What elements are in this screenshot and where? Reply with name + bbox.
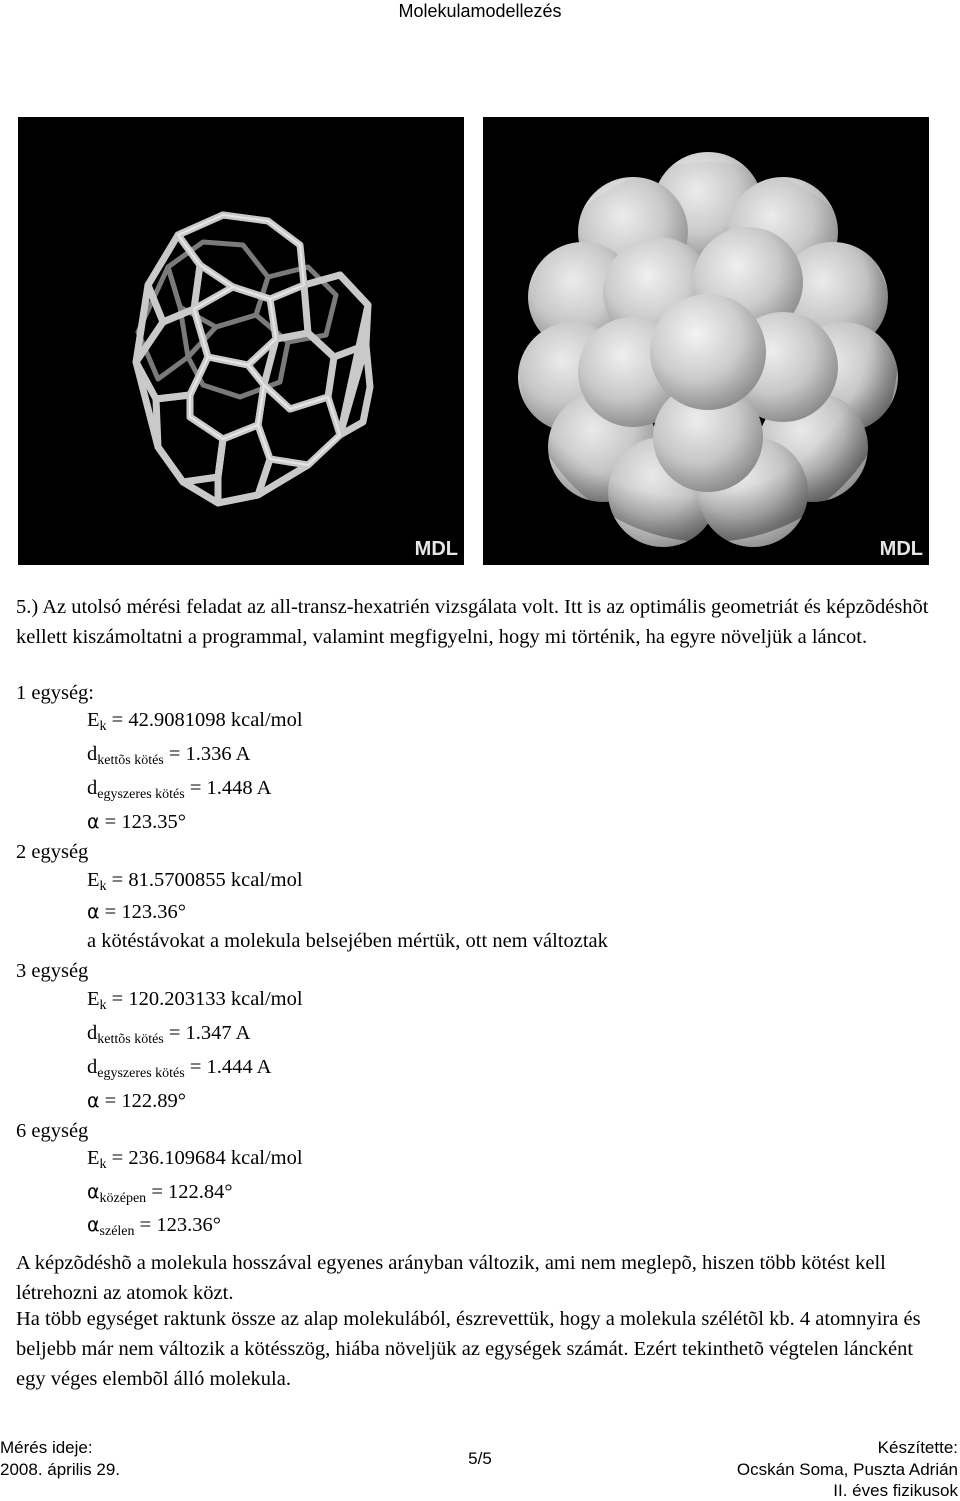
footer-date-value: 2008. április 29. (0, 1460, 121, 1479)
unit-6-angle-middle: $\alpha_{középen} = 122.84^\circ$ (87, 1181, 233, 1206)
unit-1-double-bond: $d_{kettõs kötés} = 1.336$ A (87, 743, 251, 768)
unit-3-angle: α = 122.89° (87, 1090, 186, 1112)
unit-6-heading: 6 egység (16, 1120, 89, 1142)
mdl-logo: MDL (879, 538, 923, 560)
intro-paragraph: 5.) Az utolsó mérési feladat az all-transz-hexatrién vizsgálata volt. Itt is az optimális geometriát és képzõdéshõt kellett kiszámoltatni a programmal, valamint megfigyelni, hogy mi történik, ha egyre növeljük a láncot. (16, 596, 929, 648)
unit-6-energy: $E_k = 236.109684$ kcal/mol (87, 1147, 303, 1172)
unit-1-energy: $E_k = 42.9081098$ kcal/mol (87, 709, 303, 734)
unit-2-note: a kötéstávokat a molekula belsejében mértük, ott nem változtak (87, 930, 608, 952)
page-number: 5/5 (468, 1449, 492, 1468)
unit-2-energy: $E_k = 81.5700855$ kcal/mol (87, 869, 303, 894)
unit-1-single-bond: $d_{egyszeres kötés} = 1.448$ A (87, 777, 272, 802)
unit-2-angle: α = 123.36° (87, 901, 186, 923)
unit-3-energy: $E_k = 120.203133$ kcal/mol (87, 988, 303, 1013)
mdl-logo: MDL (414, 538, 458, 560)
unit-6-angle-edge: $\alpha_{szélen} = 123.36^\circ$ (87, 1214, 221, 1239)
fullerene-space-filling-image (483, 117, 929, 565)
conclusion-paragraph-2: Ha több egységet raktunk össze az alap molekulából, észrevettük, hogy a molekula szélétõl kb. 4 atomnyira és beljebb már nem változik a kötésszög, hiába növeljük az egységek számát. Ezért tekinthetõ végtelen láncként egy véges elembõl álló molekula. (16, 1308, 921, 1390)
page-header-title: Molekulamodellezés (398, 1, 562, 21)
conclusion-paragraph-1: A képzõdéshõ a molekula hosszával egyenes arányban változik, ami nem meglepõ, hiszen több kötést kell létrehozni az atomok közt. (16, 1252, 886, 1304)
unit-3-heading: 3 egység (16, 960, 89, 982)
unit-3-single-bond: $d_{egyszeres kötés} = 1.444$ A (87, 1056, 272, 1081)
fullerene-wireframe-image (18, 117, 464, 565)
footer-author-label: Készítette: (877, 1438, 958, 1457)
footer-author-role: II. éves fizikusok (833, 1481, 958, 1500)
unit-1-heading: 1 egység: (16, 682, 94, 704)
unit-2-heading: 2 egység (16, 841, 89, 863)
unit-1-angle: α = 123.35° (87, 811, 186, 833)
footer-author-names: Ocskán Soma, Puszta Adrián (736, 1460, 958, 1479)
unit-3-double-bond: $d_{kettõs kötés} = 1.347$ A (87, 1022, 251, 1047)
footer-date-label: Mérés ideje: (0, 1438, 93, 1457)
